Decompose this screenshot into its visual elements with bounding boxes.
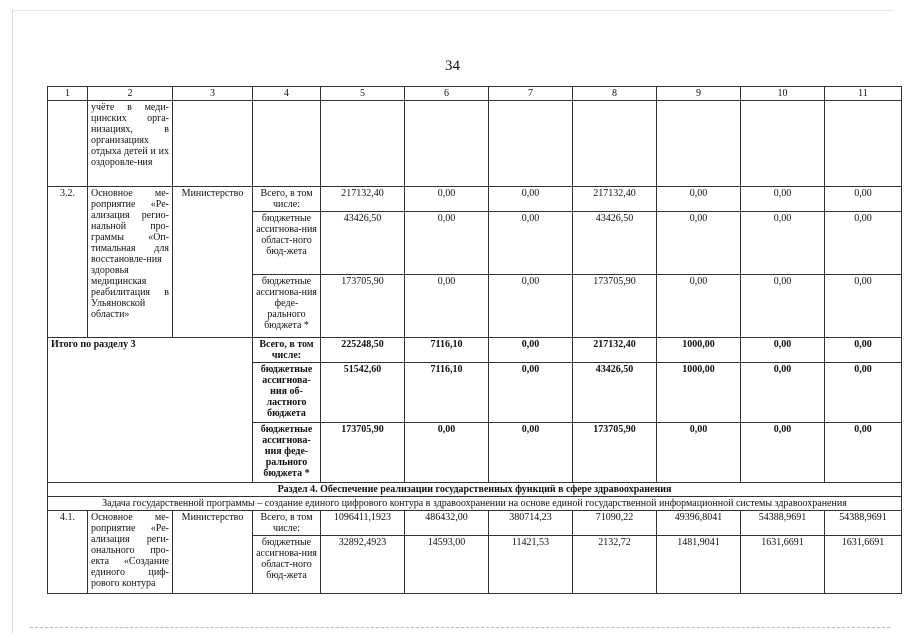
- funding-source: бюджетные ассигнова-ния област-ного бюд-жета: [253, 536, 321, 594]
- value-cell: 217132,40: [321, 187, 405, 212]
- value-cell: 0,00: [825, 423, 902, 483]
- value-cell: 0,00: [489, 275, 573, 338]
- value-cell: 1000,00: [657, 338, 741, 363]
- value-cell: 54388,9691: [825, 511, 902, 536]
- value-cell: 380714,23: [489, 511, 573, 536]
- column-header: 7: [489, 87, 573, 101]
- value-cell: 43426,50: [573, 212, 657, 275]
- column-header: 1: [48, 87, 88, 101]
- value-cell: 43426,50: [573, 363, 657, 423]
- funding-source: Всего, в том числе:: [253, 187, 321, 212]
- value-cell: 7116,10: [405, 363, 489, 423]
- column-header: 8: [573, 87, 657, 101]
- value-cell: 173705,90: [573, 275, 657, 338]
- value-cell: 1481,9041: [657, 536, 741, 594]
- continuation-row: [48, 101, 902, 187]
- value-cell: 1096411,1923: [321, 511, 405, 536]
- column-header-row: [48, 87, 902, 101]
- funding-source: бюджетные ассигнова-ния феде-рального бюджета *: [253, 423, 321, 483]
- value-cell: 32892,4923: [321, 536, 405, 594]
- item-description: Основное ме-роприятие «Ре-ализация реги-онального про-екта «Создание единого циф-рового контура: [88, 511, 173, 594]
- value-cell: 0,00: [405, 212, 489, 275]
- value-cell: 0,00: [489, 187, 573, 212]
- table-row: [48, 511, 902, 536]
- continuation-description: учёте в меди-цинских орга-низациях, в организациях отдыха детей и их оздоровле-ния: [88, 101, 173, 187]
- value-cell: 0,00: [825, 212, 902, 275]
- section-title: Раздел 4. Обеспечение реализации государственных функций в сфере здравоохранения: [48, 483, 902, 497]
- item-executor: Министерство: [173, 511, 253, 594]
- value-cell: 173705,90: [573, 423, 657, 483]
- value-cell: 0,00: [825, 338, 902, 363]
- task-row: [48, 497, 902, 511]
- table-row: [48, 338, 902, 363]
- value-cell: 173705,90: [321, 423, 405, 483]
- value-cell: 217132,40: [573, 338, 657, 363]
- item-description: Основное ме-роприятие «Ре-ализация регио-нальной про-граммы «Оп-тимальная для восстановле-ния здоровья медицинская реабилитация в Ульяновской области»: [88, 187, 173, 338]
- column-header: 10: [741, 87, 825, 101]
- value-cell: 0,00: [489, 423, 573, 483]
- value-cell: 7116,10: [405, 338, 489, 363]
- value-cell: 0,00: [489, 338, 573, 363]
- value-cell: 0,00: [657, 423, 741, 483]
- item-number: 4.1.: [48, 511, 88, 594]
- value-cell: 0,00: [741, 187, 825, 212]
- section-total-label: Итого по разделу 3: [48, 338, 253, 483]
- item-number: 3.2.: [48, 187, 88, 338]
- value-cell: 14593,00: [405, 536, 489, 594]
- item-executor: Министерство: [173, 187, 253, 338]
- value-cell: 0,00: [825, 187, 902, 212]
- column-header: 9: [657, 87, 741, 101]
- value-cell: 217132,40: [573, 187, 657, 212]
- section-task: Задача государственной программы – создание единого цифрового контура в здравоохранении на основе единой государственной информационной системы здравоохранения: [48, 497, 902, 511]
- column-header: 3: [173, 87, 253, 101]
- value-cell: 0,00: [741, 363, 825, 423]
- value-cell: 0,00: [741, 338, 825, 363]
- column-header: 2: [88, 87, 173, 101]
- value-cell: 11421,53: [489, 536, 573, 594]
- section-title-row: [48, 483, 902, 497]
- value-cell: 0,00: [405, 275, 489, 338]
- value-cell: 0,00: [825, 275, 902, 338]
- funding-source: бюджетные ассигнова-ния об-ластного бюджета: [253, 363, 321, 423]
- funding-source: бюджетные ассигнова-ния област-ного бюд-жета: [253, 212, 321, 275]
- value-cell: 0,00: [405, 423, 489, 483]
- scan-edge-noise: [30, 627, 890, 628]
- value-cell: 0,00: [405, 187, 489, 212]
- funding-source: Всего, в том числе:: [253, 338, 321, 363]
- value-cell: 51542,60: [321, 363, 405, 423]
- value-cell: 1631,6691: [825, 536, 902, 594]
- value-cell: 0,00: [825, 363, 902, 423]
- value-cell: 43426,50: [321, 212, 405, 275]
- value-cell: 0,00: [489, 363, 573, 423]
- value-cell: 486432,00: [405, 511, 489, 536]
- page-number: 34: [445, 58, 460, 74]
- value-cell: 0,00: [741, 275, 825, 338]
- column-header: 11: [825, 87, 902, 101]
- funding-source: бюджетные ассигнова-ния феде-рального бюджета *: [253, 275, 321, 338]
- table-row: [48, 187, 902, 212]
- value-cell: 0,00: [741, 212, 825, 275]
- value-cell: 2132,72: [573, 536, 657, 594]
- value-cell: 1000,00: [657, 363, 741, 423]
- value-cell: 49396,8041: [657, 511, 741, 536]
- value-cell: 54388,9691: [741, 511, 825, 536]
- budget-table: [47, 86, 902, 594]
- funding-source: Всего, в том числе:: [253, 511, 321, 536]
- column-header: 6: [405, 87, 489, 101]
- value-cell: 0,00: [489, 212, 573, 275]
- value-cell: 0,00: [741, 423, 825, 483]
- value-cell: 173705,90: [321, 275, 405, 338]
- value-cell: 225248,50: [321, 338, 405, 363]
- column-header: 5: [321, 87, 405, 101]
- value-cell: 71090,22: [573, 511, 657, 536]
- value-cell: 1631,6691: [741, 536, 825, 594]
- value-cell: 0,00: [657, 275, 741, 338]
- column-header: 4: [253, 87, 321, 101]
- value-cell: 0,00: [657, 212, 741, 275]
- value-cell: 0,00: [657, 187, 741, 212]
